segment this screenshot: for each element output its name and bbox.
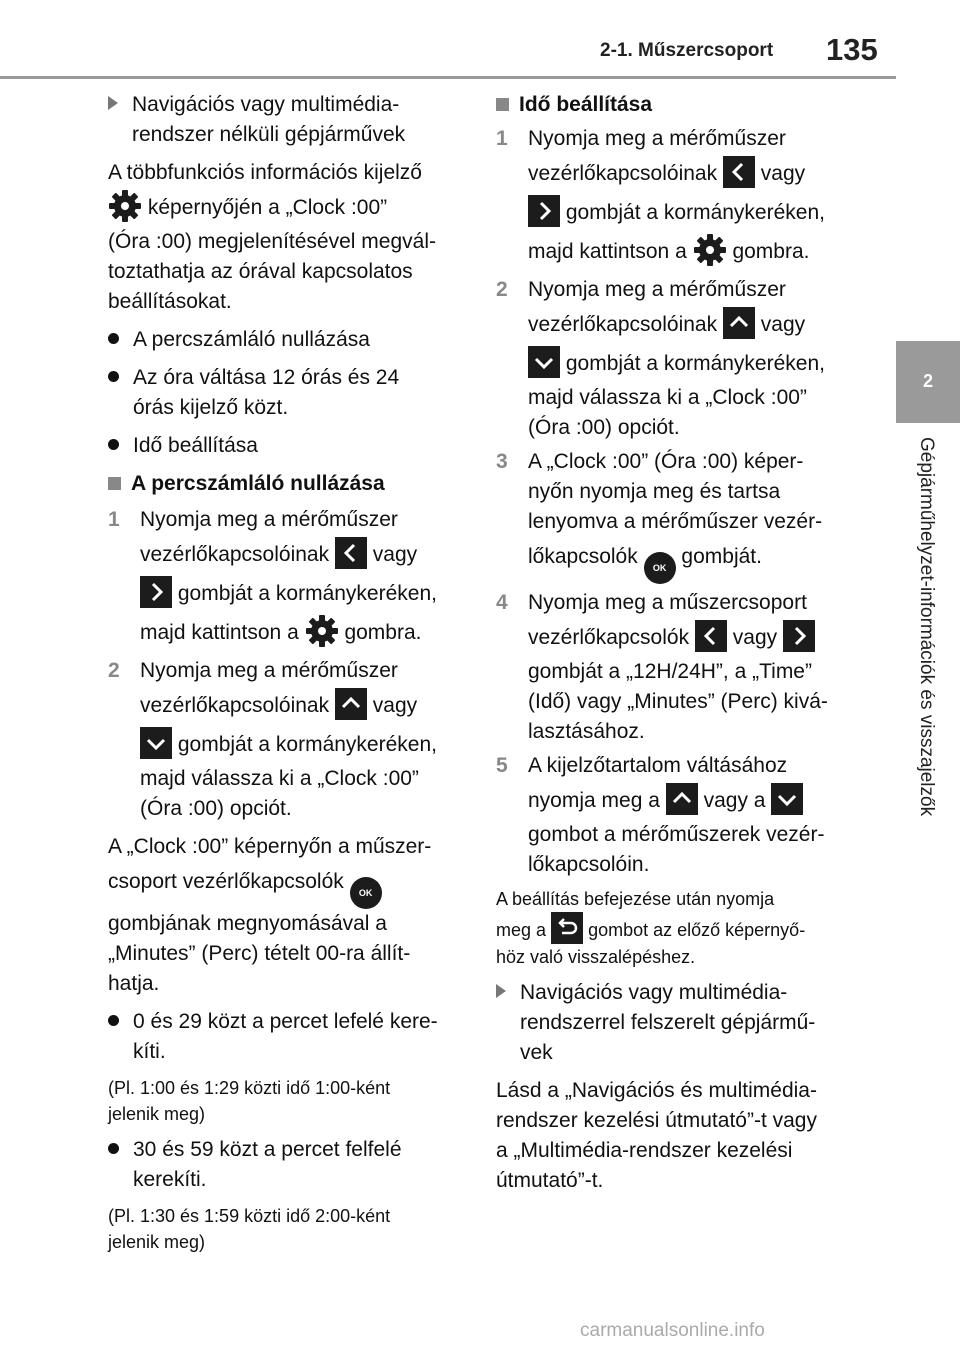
bullet-icon: [108, 333, 119, 344]
note-round-down: (Pl. 1:00 és 1:29 közti idő 1:00-ként jelenik meg): [108, 1078, 391, 1124]
ok-paragraph: A „Clock :00” képernyőn a műszer- csoport vezérlőkapcsolók OK gombjának megnyomásával a „Minutes” (Perc) tételt 00-ra állít- hatja.: [108, 835, 432, 995]
subheading-reset: A percszámláló nullázása: [108, 469, 468, 499]
note-round-up: (Pl. 1:30 és 1:59 közti idő 2:00-ként jelenik meg): [108, 1206, 391, 1252]
chevron-up-icon: [723, 307, 755, 339]
bullet-12-24: Az óra váltása 12 órás és 24 órás kijelző közt.: [108, 363, 468, 423]
square-bullet-icon: [108, 477, 121, 490]
bullet-icon: [108, 1143, 119, 1154]
chapter-number: 2: [922, 371, 933, 391]
chapter-tab: [896, 341, 960, 423]
bullet-icon: [108, 1015, 119, 1026]
header-section-title: 2-1. Műszercsoport: [600, 40, 774, 61]
bullet-icon: [108, 439, 119, 450]
right-step-1: 1 Nyomja meg a mérőműszer vezérlőkapcsolóinak vagy gombját a kormánykeréken, majd kattintson a gombra.: [496, 124, 856, 271]
ok-button-icon: OK: [644, 552, 676, 584]
page-number: 135: [826, 32, 878, 67]
footer-watermark: carmanualsonline.info: [580, 1320, 765, 1341]
chevron-left-icon: [723, 156, 755, 188]
right-column: [496, 90, 856, 1196]
right-step-2: 2 Nyomja meg a mérőműszer vezérlőkapcsolóinak vagy gombját a kormánykeréken, majd válassza ki a „Clock :00” (Óra :00) opciót.: [496, 278, 825, 439]
note-back: A beállítás befejezése után nyomja meg a gombot az előző képernyő- höz való visszalépéshez.: [496, 889, 806, 967]
ok-button-icon: OK: [350, 877, 382, 909]
chevron-right-icon: [528, 195, 560, 227]
bullet-round-up: 30 és 59 közt a percet felfelé kerekíti.: [108, 1135, 468, 1195]
header-divider: [0, 76, 896, 79]
chevron-left-icon: [335, 537, 367, 569]
nav-item-without-multimedia: Navigációs vagy multimédia- rendszer nélküli gépjárművek: [108, 90, 468, 150]
nav-item-with-multimedia: Navigációs vagy multimédia- rendszerrel felszerelt gépjármű- vek: [496, 978, 856, 1068]
left-step-1: 1 Nyomja meg a mérőműszer vezérlőkapcsolóinak vagy gombját a kormánykeréken, majd kattintson a gombra.: [108, 505, 468, 652]
left-column: [108, 90, 468, 1255]
bullet-icon: [108, 371, 119, 382]
bullet-time-setting: Idő beállítása: [108, 431, 468, 461]
chevron-down-icon: [771, 783, 803, 815]
chevron-right-icon: [140, 576, 172, 608]
right-step-4: 4 Nyomja meg a műszercsoport vezérlőkapcsolók vagy gombját a „12H/24H”, a „Time” (Idő) vagy „Minutes” (Perc) kivá- lasztásához.: [496, 591, 828, 743]
gear-icon: [693, 233, 727, 267]
left-step-2: 2 Nyomja meg a mérőműszer vezérlőkapcsolóinak vagy gombját a kormánykeréken, majd válassza ki a „Clock :00” (Óra :00) opciót.: [108, 659, 437, 820]
gear-icon: [108, 189, 142, 223]
chevron-right-icon: [783, 620, 815, 652]
chevron-up-icon: [666, 783, 698, 815]
chevron-down-icon: [528, 346, 560, 378]
reference-paragraph: Lásd a „Navigációs és multimédia- rendszer kezelési útmutató”-t vagy a „Multimédia-rendszer kezelési útmutató”-t.: [496, 1079, 817, 1192]
square-bullet-icon: [496, 98, 509, 111]
chevron-down-icon: [140, 727, 172, 759]
right-step-5: 5 A kijelzőtartalom váltásához nyomja meg a vagy a gombot a mérőműszerek vezér- lőkapcsolóin.: [496, 754, 825, 876]
chapter-title: Gépjárműhelyzet-információk és visszajelzők: [916, 437, 937, 817]
right-step-3: 3 A „Clock :00” (Óra :00) képer- nyőn nyomja meg és tartsa lenyomva a mérőműszer vezér- lőkapcsolók OK gombját.: [496, 447, 856, 584]
triangle-bullet-icon: [496, 984, 506, 998]
intro-paragraph: A többfunkciós információs kijelző képernyőjén a „Clock :00” (Óra :00) megjelenítésével megvál- toztathatja az órával kapcsolatos beállításokat.: [108, 161, 436, 313]
chevron-left-icon: [695, 620, 727, 652]
chevron-up-icon: [335, 688, 367, 720]
bullet-reset-minutes: A percszámláló nullázása: [108, 325, 468, 355]
heading-time-setting: Idő beállítása: [496, 90, 856, 120]
back-arrow-icon: [551, 912, 583, 944]
triangle-bullet-icon: [108, 96, 118, 110]
bullet-round-down: 0 és 29 közt a percet lefelé kere- kíti.: [108, 1007, 468, 1067]
gear-icon: [305, 614, 339, 648]
